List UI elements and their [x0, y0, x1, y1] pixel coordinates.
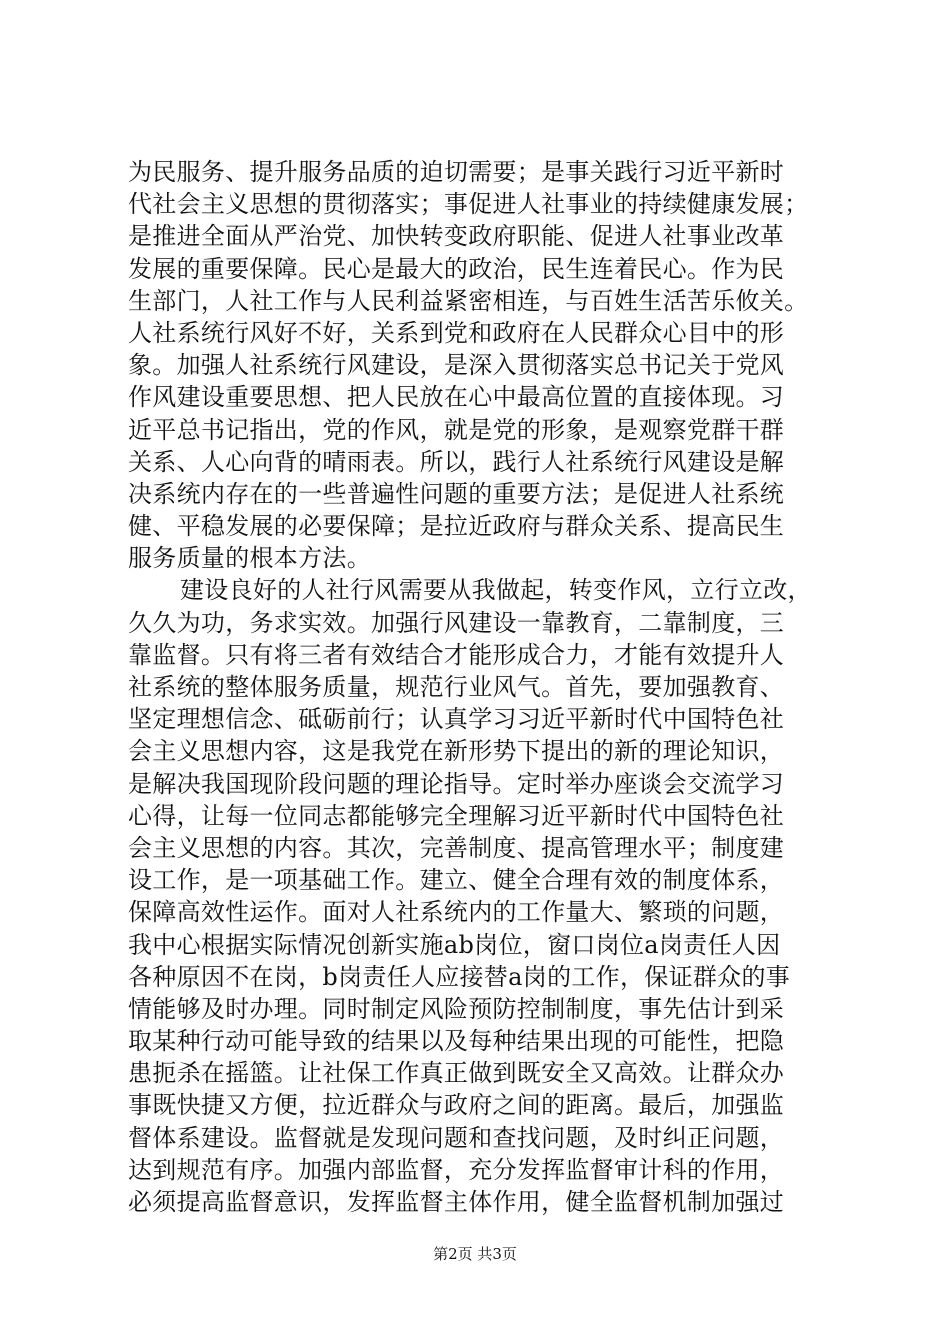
text-line: 心得，让每一位同志都能够完全理解习近平新时代中国特色社 — [128, 801, 785, 830]
text-line: 发展的重要保障。民心是最大的政治，民生连着民心。作为民 — [128, 254, 785, 283]
text-line: 决系统内存在的一些普遍性问题的重要方法；是促进人社系统 — [128, 479, 785, 508]
text-line: 靠监督。只有将三者有效结合才能形成合力，才能有效提升人 — [128, 640, 785, 669]
text-line: 会主义思想的内容。其次，完善制度、提高管理水平；制度建 — [128, 833, 785, 862]
text-line: 达到规范有序。加强内部监督，充分发挥监督审计科的作用， — [128, 1155, 785, 1184]
text-line: 代社会主义思想的贯彻落实；事促进人社事业的持续健康发展； — [128, 190, 809, 219]
text-line: 取某种行动可能导致的结果以及每种结果出现的可能性，把隐 — [128, 1027, 785, 1056]
text-line: 督体系建设。监督就是发现问题和查找问题，及时纠正问题， — [128, 1123, 785, 1152]
text-line: 情能够及时办理。同时制定风险预防控制制度，事先估计到采 — [128, 994, 785, 1023]
text-line: 健、平稳发展的必要保障；是拉近政府与群众关系、提高民生 — [128, 512, 785, 541]
text-line: 久久为功，务求实效。加强行风建设一靠教育，二靠制度，三 — [128, 608, 785, 637]
text-line: 我中心根据实际情况创新实施ab岗位，窗口岗位a岗责任人因 — [128, 930, 781, 959]
text-line: 服务质量的根本方法。 — [128, 544, 371, 573]
text-line: 会主义思想内容，这是我党在新形势下提出的新的理论知识， — [128, 737, 785, 766]
text-line: 必须提高监督意识，发挥监督主体作用，健全监督机制加强过 — [128, 1188, 785, 1216]
paragraph-start-line: 建设良好的人社行风需要从我做起，转变作风，立行立改， — [180, 576, 812, 605]
text-line: 坚定理想信念、砥砺前行；认真学习习近平新时代中国特色社 — [128, 705, 785, 734]
text-line: 是解决我国现阶段问题的理论指导。定时举办座谈会交流学习 — [128, 769, 785, 798]
text-line: 社系统的整体服务质量，规范行业风气。首先，要加强教育、 — [128, 673, 785, 701]
text-line: 作风建设重要思想、把人民放在心中最高位置的直接体现。习 — [128, 383, 785, 412]
text-line: 是推进全面从严治党、加快转变政府职能、促进人社事业改革 — [128, 222, 785, 251]
text-line: 象。加强人社系统行风建设，是深入贯彻落实总书记关于党风 — [128, 351, 785, 380]
text-line: 人社系统行风好不好，关系到党和政府在人民群众心目中的形 — [128, 318, 785, 347]
text-line: 事既快捷又方便，拉近群众与政府之间的距离。最后，加强监 — [128, 1091, 785, 1120]
page-footer: 第2页 共3页 — [433, 1245, 517, 1263]
text-line: 近平总书记指出，党的作风，就是党的形象，是观察党群干群 — [128, 415, 785, 444]
text-line: 生部门，人社工作与人民利益紧密相连，与百姓生活苦乐攸关。 — [128, 286, 809, 315]
text-line: 关系、人心向背的晴雨表。所以，践行人社系统行风建设是解 — [128, 447, 785, 476]
text-line: 各种原因不在岗，b岗责任人应接替a岗的工作，保证群众的事 — [128, 962, 791, 991]
text-line: 设工作，是一项基础工作。建立、健全合理有效的制度体系， — [128, 866, 785, 895]
body-text — [128, 156, 828, 1218]
text-line: 保障高效性运作。面对人社系统内的工作量大、繁琐的问题， — [128, 898, 785, 927]
text-line: 患扼杀在摇篮。让社保工作真正做到既安全又高效。让群众办 — [128, 1059, 785, 1088]
text-line: 为民服务、提升服务品质的迫切需要；是事关践行习近平新时 — [128, 158, 785, 186]
